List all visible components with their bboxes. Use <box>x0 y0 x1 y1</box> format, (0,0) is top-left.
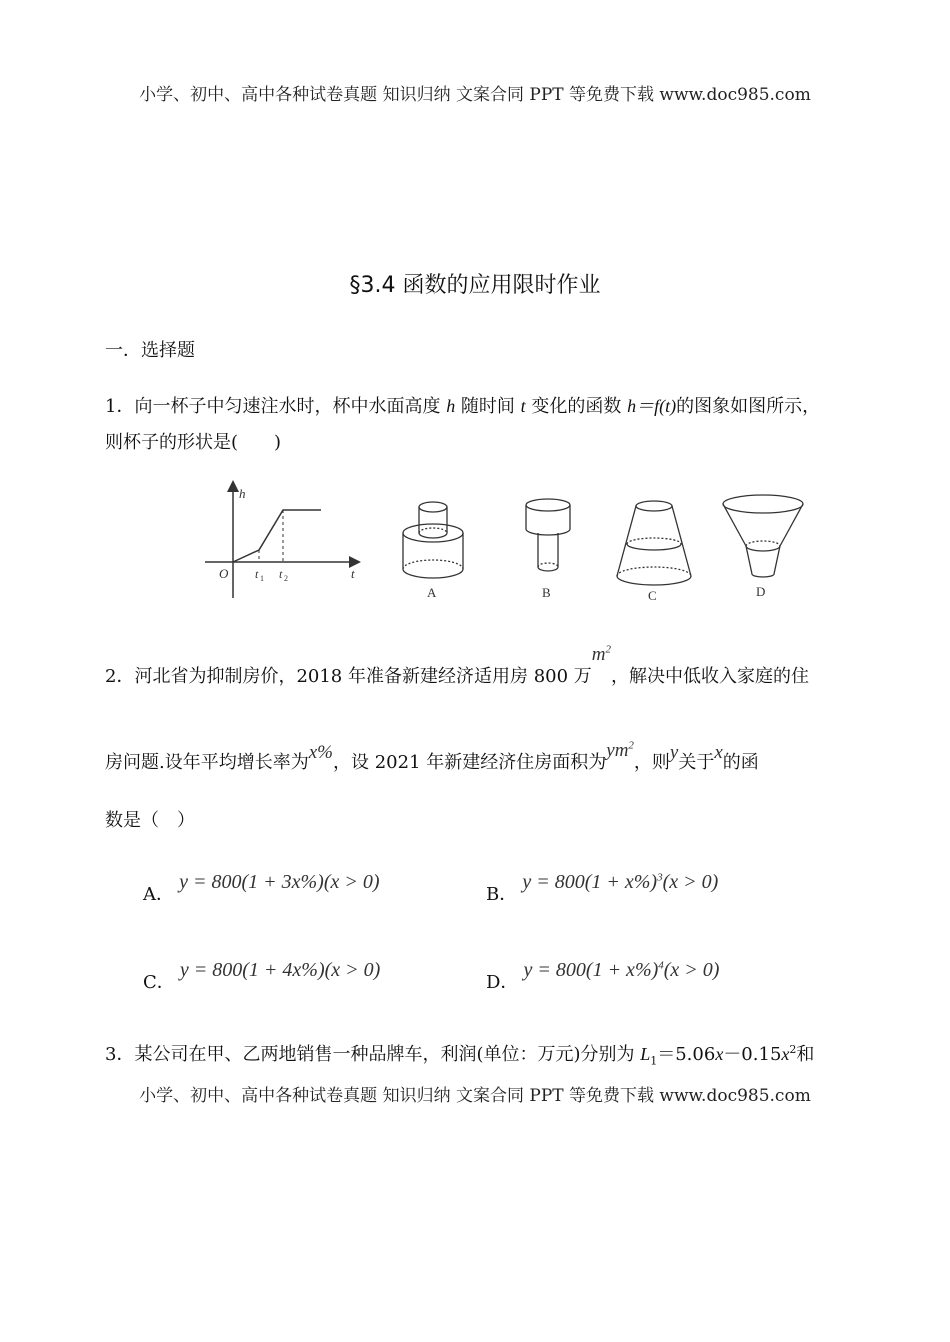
graph-x-label: t <box>351 566 355 581</box>
graph-origin-label: O <box>219 566 229 581</box>
graph-t2-label: t <box>279 567 283 581</box>
graph-t1-subscript: 1 <box>260 574 264 583</box>
option-a-label: A <box>427 585 437 600</box>
choice-b[interactable]: B． $y = 800(1 + x\%)^3(x > 0)$ <box>486 871 719 905</box>
page-footer: 小学、初中、高中各种试卷真题 知识归纳 文案合同 PPT 等免费下载 www.doc985.com <box>139 1086 811 1106</box>
cup-option-b <box>518 493 578 605</box>
cup-option-c <box>612 496 696 604</box>
question-2-line-3: 数是（ ） <box>105 810 195 831</box>
choice-c[interactable]: C． y = 800(1 + 4x%)(x > 0) <box>143 959 381 993</box>
height-time-graph <box>195 478 365 603</box>
graph-curve <box>233 510 321 562</box>
graph-y-label: h <box>239 486 246 501</box>
graph-t1-label: t <box>255 567 259 581</box>
cup-option-d <box>718 492 808 602</box>
option-d-label: D <box>756 584 766 599</box>
graph-t2-subscript: 2 <box>284 574 288 583</box>
choice-a[interactable]: A． y = 800(1 + 3x%)(x > 0) <box>143 871 380 905</box>
question-3-line-1: 3．某公司在甲、乙两地销售一种品牌车，利润(单位：万元)分别为 $L_1=5.06x-0.15x^2$和 <box>105 1043 815 1068</box>
option-b-label: B <box>542 585 551 600</box>
section-heading: 一．选择题 <box>105 340 195 361</box>
option-c-label: C <box>648 588 657 603</box>
page-title: §3.4 函数的应用限时作业 <box>349 273 601 298</box>
question-1-line-2: 则杯子的形状是( ) <box>105 432 282 453</box>
choice-d[interactable]: D． $y = 800(1 + x\%)^4(x > 0)$ <box>486 959 720 993</box>
question-2-line-2: 房问题.设年平均增长率为x%，设 2021 年新建经济住房面积为$ym^2$，则y关于x的函 <box>105 739 759 773</box>
question-1-line-1: 1．向一杯子中匀速注水时，杯中水面高度 h 随时间 t 变化的函数 h＝f(t)的图象如图所示， <box>105 396 821 417</box>
unit-m-squared: $m^2$ <box>591 643 612 665</box>
page-header: 小学、初中、高中各种试卷真题 知识归纳 文案合同 PPT 等免费下载 www.doc985.com <box>139 85 811 105</box>
cup-option-a <box>398 495 468 605</box>
question-2-line-1: 2．河北省为抑制房价，2018 年准备新建经济适用房 800 万$m^2$，解决中低收入家庭的住 <box>105 643 810 687</box>
